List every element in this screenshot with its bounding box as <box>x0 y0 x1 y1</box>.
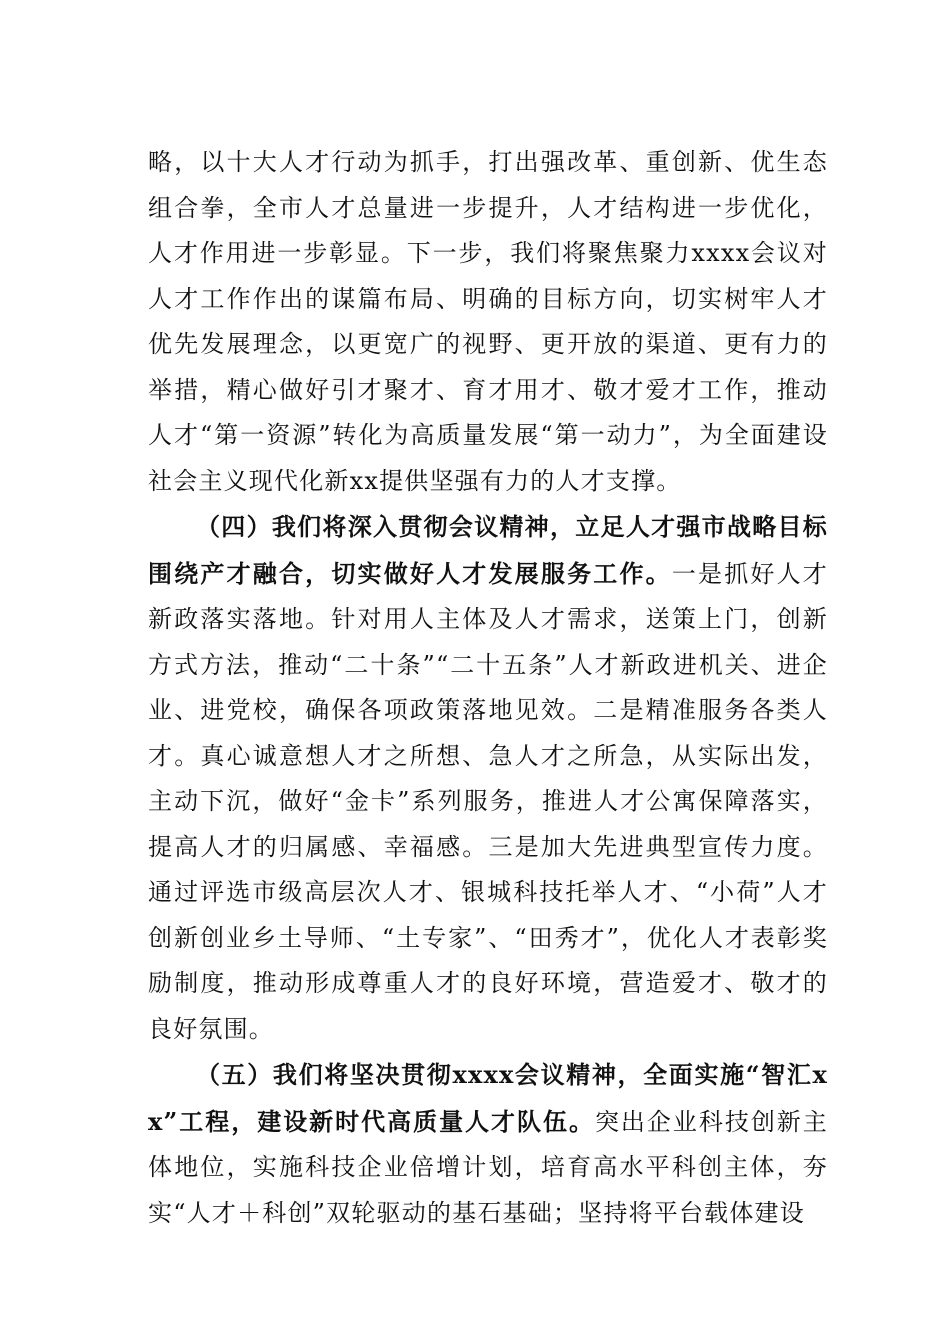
document-body <box>148 140 828 1236</box>
section-four-heading: （四）我们将深入贯彻会议精神，立足人才强市战略目标围绕产才融合，切实做好人才发展服务工作。 <box>148 512 828 588</box>
paragraph-section-five <box>148 1052 828 1236</box>
paragraph-continuation: 略，以十大人才行动为抓手，打出强改革、重创新、优生态组合拳，全市人才总量进一步提升，人才结构进一步优化，人才作用进一步彰显。下一步，我们将聚焦聚力xxxx会议对人才工作作出的谋篇布局、明确的目标方向，切实树牢人才优先发展理念，以更宽广的视野、更开放的渠道、更有力的举措，精心做好引才聚才、育才用才、敬才爱才工作，推动人才“第一资源”转化为高质量发展“第一动力”，为全面建设社会主义现代化新xx提供坚强有力的人才支撑。 <box>148 148 828 495</box>
section-five-body: 突出企业科技创新主体地位，实施科技企业倍增计划，培育高水平科创主体，夯实“人才＋科创”双轮驱动的基石基础；坚持将平台载体建设 <box>148 1107 828 1227</box>
section-four-body: 一是抓好人才新政落实落地。针对用人主体及人才需求，送策上门，创新方式方法，推动“二十条”“二十五条”人才新政进机关、进企业、进党校，确保各项政策落地见效。二是精准服务各类人才。真心诚意想人才之所想、急人才之所急，从实际出发，主动下沉，做好“金卡”系列服务，推进人才公寓保障落实，提高人才的归属感、幸福感。三是加大先进典型宣传力度。通过评选市级高层次人才、银城科技托举人才、“小荷”人才创新创业乡土导师、“土专家”、“田秀才”，优化人才表彰奖励制度，推动形成尊重人才的良好环境，营造爱才、敬才的良好氛围。 <box>148 559 829 1043</box>
section-five-heading: （五）我们将坚决贯彻xxxx会议精神，全面实施“智汇xx”工程，建设新时代高质量人才队伍。 <box>148 1060 828 1136</box>
paragraph-section-four <box>148 504 828 1052</box>
